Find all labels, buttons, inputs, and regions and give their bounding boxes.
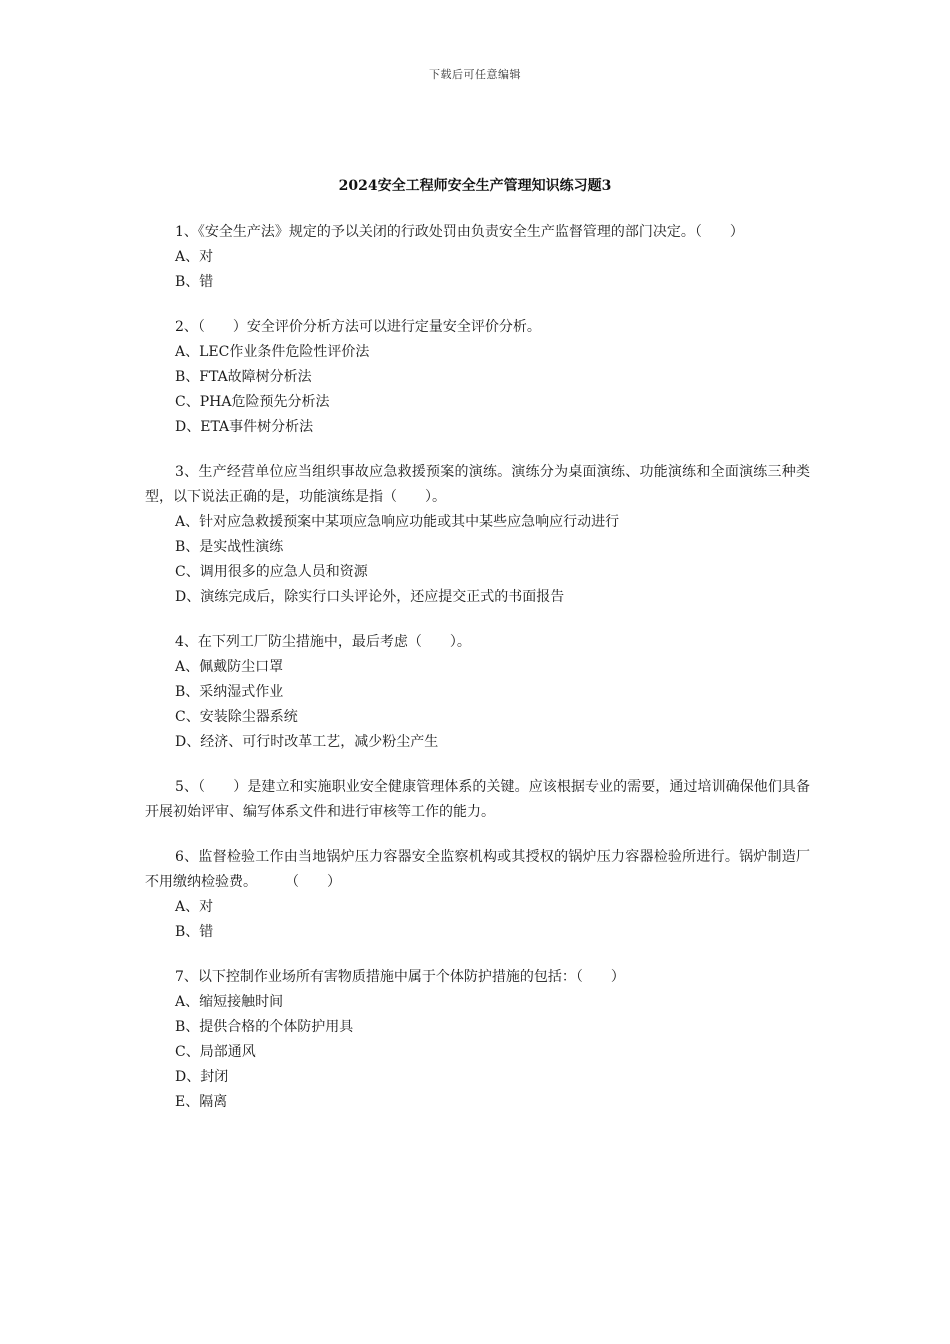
option-d: D、经济、可行时改革工艺，减少粉尘产生 [175, 734, 439, 750]
option-b: B、错 [175, 924, 214, 940]
option-d: D、封闭 [175, 1069, 229, 1085]
question-3 [145, 460, 810, 610]
option-b: B、错 [175, 274, 214, 290]
question-stem: 1、《安全生产法》规定的予以关闭的行政处罚由负责安全生产监督管理的部门决定。（ ） [175, 224, 744, 240]
option-b: B、采纳湿式作业 [175, 684, 284, 700]
question-stem: 4、在下列工厂防尘措施中，最后考虑（ ）。 [175, 634, 471, 650]
option-d: D、ETA事件树分析法 [175, 419, 314, 435]
option-a: A、对 [175, 899, 214, 915]
question-stem: 2、（ ）安全评价分析方法可以进行定量安全评价分析。 [175, 319, 541, 335]
option-a: A、LEC作业条件危险性评价法 [175, 344, 370, 360]
option-b: B、是实战性演练 [175, 539, 284, 555]
option-d: D、演练完成后，除实行口头评论外，还应提交正式的书面报告 [175, 589, 565, 605]
page-header: 下载后可任意编辑 [429, 68, 521, 81]
document-title: 2024安全工程师安全生产管理知识练习题3 [338, 178, 612, 194]
option-b: B、FTA故障树分析法 [175, 369, 312, 385]
question-stem: 7、以下控制作业场所有害物质措施中属于个体防护措施的包括：（ ） [175, 969, 625, 985]
option-a: A、对 [175, 249, 214, 265]
question-list [145, 220, 810, 1135]
question-4 [145, 630, 810, 755]
option-b: B、提供合格的个体防护用具 [175, 1019, 354, 1035]
option-a: A、佩戴防尘口罩 [175, 659, 284, 675]
question-stem: 6、监督检验工作由当地锅炉压力容器安全监察机构或其授权的锅炉压力容器检验所进行。锅炉制造厂不用缴纳检验费。 （ ） [145, 849, 810, 890]
option-a: A、缩短接触时间 [175, 994, 284, 1010]
question-6 [145, 845, 810, 945]
question-stem: 5、（ ）是建立和实施职业安全健康管理体系的关键。应该根据专业的需要，通过培训确保他们具备开展初始评审、编写体系文件和进行审核等工作的能力。 [145, 779, 810, 820]
option-c: C、安装除尘器系统 [175, 709, 298, 725]
option-c: C、调用很多的应急人员和资源 [175, 564, 368, 580]
question-2 [145, 315, 810, 440]
option-e: E、隔离 [175, 1094, 228, 1110]
option-c: C、PHA危险预先分析法 [175, 394, 330, 410]
option-c: C、局部通风 [175, 1044, 256, 1060]
option-a: A、针对应急救援预案中某项应急响应功能或其中某些应急响应行动进行 [175, 514, 620, 530]
question-stem: 3、生产经营单位应当组织事故应急救援预案的演练。演练分为桌面演练、功能演练和全面演练三种类型，以下说法正确的是，功能演练是指（ ）。 [145, 464, 810, 505]
question-5 [145, 775, 810, 825]
question-7 [145, 965, 810, 1115]
question-1 [145, 220, 810, 295]
